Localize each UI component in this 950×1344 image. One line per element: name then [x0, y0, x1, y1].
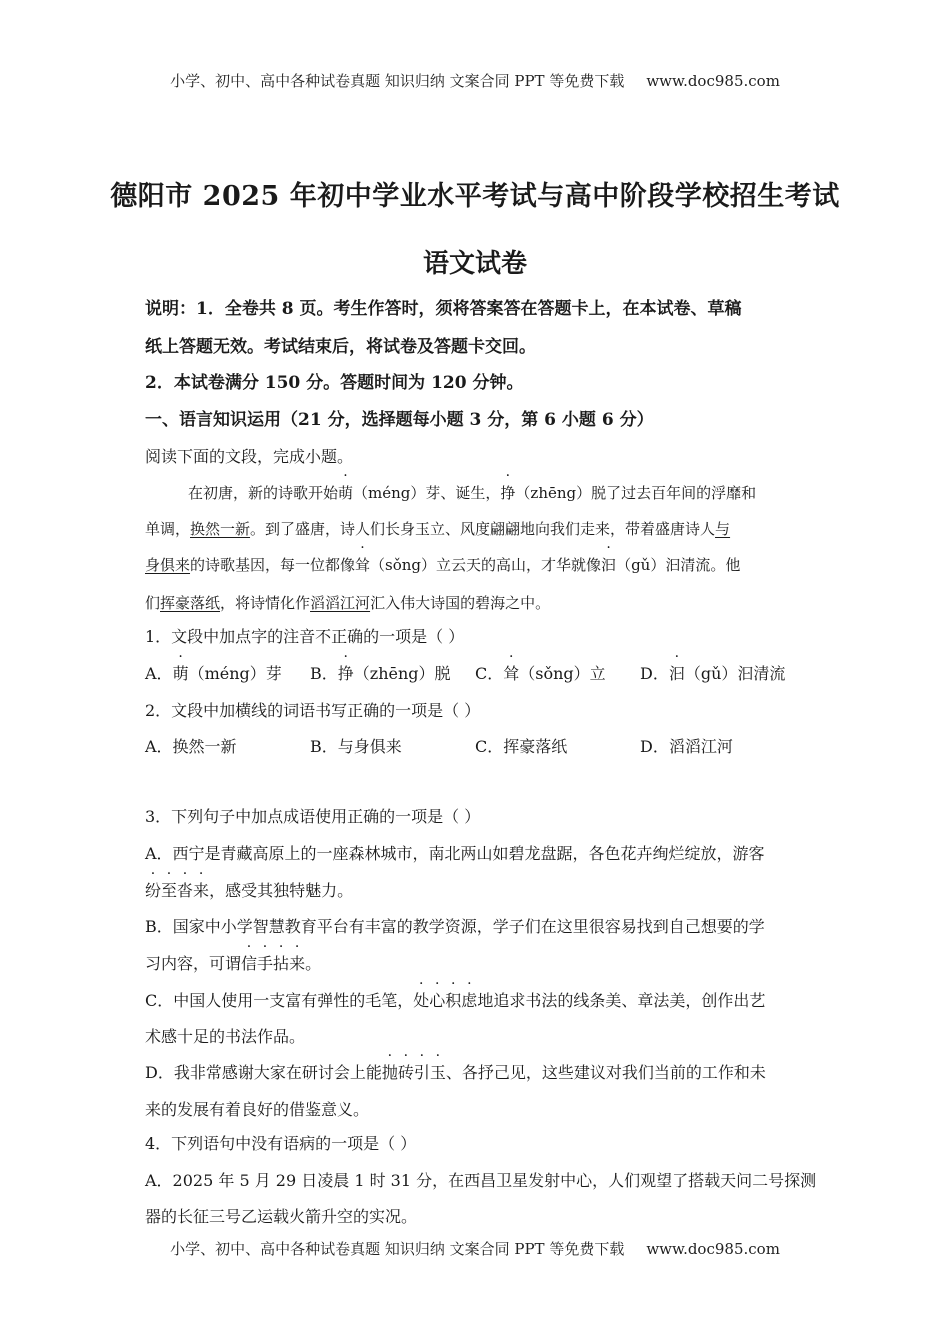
question-1-stem: 1．文段中加点字的注音不正确的一项是（ ） — [145, 627, 465, 646]
q2-option-d[interactable]: D．滔滔江河 — [640, 737, 733, 756]
footer-text: 小学、初中、高中各种试卷真题 知识归纳 文案合同 PPT 等免费下载 — [170, 1240, 625, 1258]
q3-option-a-line-1[interactable]: A．西宁是青藏高原上的一座森林城市，南北两山如碧龙盘踞，各色花卉绚烂绽放，游客 — [145, 844, 765, 863]
q2-option-a[interactable]: A．换然一新 — [145, 737, 237, 756]
idiom-paozhuanyinyu: 抛砖引玉 — [381, 1063, 446, 1082]
page-footer — [0, 1238, 950, 1259]
underlined-word-taotao: 滔滔江河 — [310, 594, 371, 612]
q3-option-a-line-2[interactable]: 纷至沓来，感受其独特魅力。 — [145, 881, 354, 900]
underlined-word-huanran: 换然一新 — [190, 520, 251, 538]
idiom-chuxinjilv: 处心积虑 — [413, 991, 478, 1010]
header-text: 小学、初中、高中各种试卷真题 知识归纳 文案合同 PPT 等免费下载 — [170, 72, 625, 90]
passage-line-2: 单调，换然一新。到了盛唐，诗人们长身玉立、风度翩翩地向我们走来，带着盛唐诗人与 — [145, 520, 731, 538]
q4-option-a-line-2[interactable]: 器的长征三号乙运载火箭升空的实况。 — [145, 1207, 418, 1226]
header-url[interactable]: www.doc985.com — [646, 72, 780, 90]
q3-option-d-line-2[interactable]: 来的发展有着良好的借鉴意义。 — [145, 1100, 370, 1119]
section-1-heading: 一、语言知识运用（21 分，选择题每小题 3 分，第 6 小题 6 分） — [145, 410, 654, 430]
passage-line-3: 身俱来的诗歌基因，每一位都像耸（sǒng）立云天的高山，才华就像汩（gǔ）汩清流。他 — [145, 556, 741, 574]
notes-line-1: 说明：1．全卷共 8 页。考生作答时，须将答案答在答题卡上，在本试卷、草稿 — [145, 299, 742, 319]
exam-title: 德阳市 2025 年初中学业水平考试与高中阶段学校招生考试 — [110, 181, 840, 212]
q1-option-d[interactable]: D．汩（gǔ）汩清流 — [640, 664, 786, 683]
exam-subtitle: 语文试卷 — [422, 249, 527, 279]
q1-option-a[interactable]: A．萌（méng）芽 — [145, 664, 282, 683]
question-4-stem: 4．下列语句中没有语病的一项是（ ） — [145, 1134, 417, 1153]
page-header — [0, 70, 950, 91]
q3-option-d-line-1[interactable]: D．我非常感谢大家在研讨会上能抛砖引玉、各抒己见，这些建议对我们当前的工作和未 — [145, 1063, 766, 1082]
dotted-char-gu: 汩 — [601, 556, 617, 574]
idiom-fenzhitalai: 纷至沓来 — [145, 881, 210, 900]
q2-option-c[interactable]: C．挥豪落纸 — [475, 737, 568, 756]
idiom-xinshounianlai: 信手拈来 — [241, 954, 306, 973]
passage-line-4: 们挥豪落纸，将诗情化作滔滔江河汇入伟大诗国的碧海之中。 — [145, 594, 551, 612]
q3-option-c-line-2[interactable]: 术感十足的书法作品。 — [145, 1027, 306, 1046]
question-2-stem: 2．文段中加横线的词语书写正确的一项是（ ） — [145, 701, 481, 720]
dotted-char-meng: 萌 — [338, 484, 354, 502]
notes-line-3: 2．本试卷满分 150 分。答题时间为 120 分钟。 — [145, 373, 524, 393]
passage-line-1: 在初唐，新的诗歌开始萌（méng）芽、诞生，挣（zhēng）脱了过去百年间的浮靡和 — [188, 484, 757, 502]
footer-url[interactable]: www.doc985.com — [646, 1240, 780, 1258]
reading-instruction: 阅读下面的文段，完成小题。 — [145, 447, 354, 466]
underlined-word-yushen: 身俱来 — [145, 556, 191, 574]
q3-option-b-line-1[interactable]: B．国家中小学智慧教育平台有丰富的教学资源，学子们在这里很容易找到自己想要的学 — [145, 917, 765, 936]
q1-option-c[interactable]: C．耸（sǒng）立 — [475, 664, 606, 683]
q2-option-b[interactable]: B．与身俱来 — [310, 737, 402, 756]
notes-line-2: 纸上答题无效。考试结束后，将试卷及答题卡交回。 — [145, 337, 536, 357]
q3-option-b-line-2[interactable]: 习内容，可谓信手拈来。 — [145, 954, 322, 973]
q3-option-c-line-1[interactable]: C．中国人使用一支富有弹性的毛笔，处心积虑地追求书法的线条美、章法美，创作出艺 — [145, 991, 766, 1010]
q4-option-a-line-1[interactable]: A．2025 年 5 月 29 日凌晨 1 时 31 分，在西昌卫星发射中心，人们观望了搭载天问二号探测 — [145, 1171, 817, 1190]
dotted-char-zheng: 挣 — [500, 484, 516, 502]
underlined-word-huihao: 挥豪落纸 — [160, 594, 221, 612]
q1-option-b[interactable]: B．挣（zhēng）脱 — [310, 664, 451, 683]
dotted-char-song: 耸 — [355, 556, 371, 574]
question-3-stem: 3．下列句子中加点成语使用正确的一项是（ ） — [145, 807, 481, 826]
